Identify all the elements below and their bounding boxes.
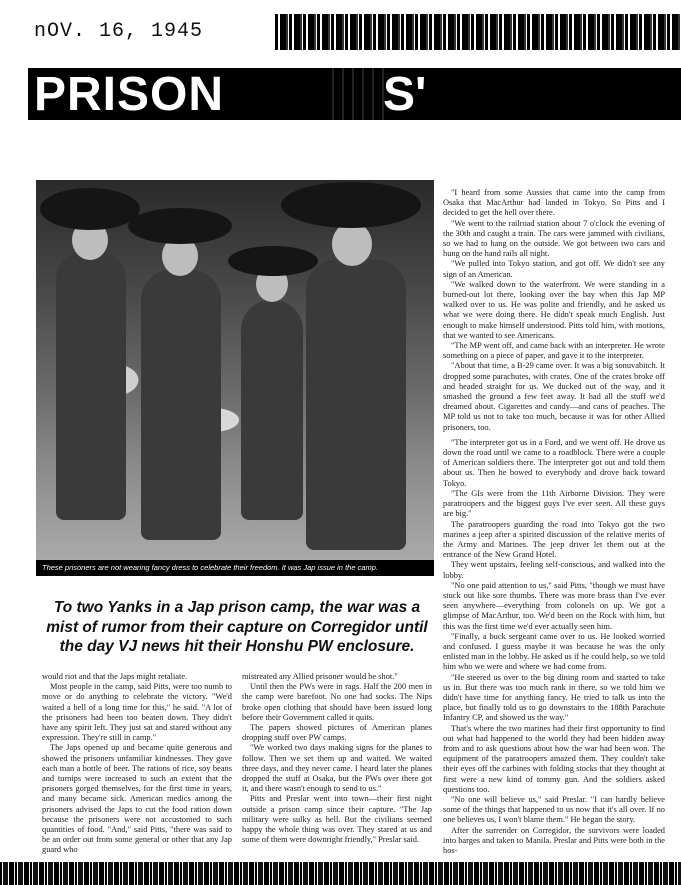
paragraph: would riot and that the Japs might retaliate.: [42, 672, 188, 681]
prisoners-photo: [36, 180, 434, 560]
face-4: [332, 222, 372, 266]
column-1: [42, 672, 232, 872]
article-deck: To two Yanks in a Jap prison camp, the war was a mist of rumor from their capture on Corregidor until the day VJ news hit their Honshu PW enclosure.: [46, 599, 428, 655]
paragraph: "We went to the railroad station about 7 o'clock the evening of the 30th and caught a train. The cars were jammed with civilians, so we had to hang on the outside. We got between two cars and hung on the hand rails all night.: [443, 218, 665, 259]
paragraph: "The GIs were from the 11th Airborne Division. They were paratroopers and the biggest guys I've ever seen. All these guys are big.": [443, 488, 665, 519]
paragraph: "Finally, a buck sergeant came over to us. He looked worried and confused. I guess maybe it was because he was the only enlisted man in the lobby. He asked us if he could help, so we told him who we were and where we had come from.: [443, 631, 665, 672]
paragraph: "The interpreter got us in a Ford, and we went off. He drove us down the road until we came to a roadblock. There were a couple of American soldiers there. The interpreter got out and told them about us. Then he bowed to everybody and drove back toward Tokyo.: [443, 437, 665, 488]
banner-title-fragment: S': [383, 68, 427, 121]
paragraph: "We pulled into Tokyo station, and got off. We didn't see any sign of an American.: [443, 259, 665, 279]
column-2: [242, 672, 432, 872]
hat-3: [228, 246, 318, 276]
figure-2: [141, 270, 221, 540]
paragraph: The paratroopers guarding the road into Tokyo got the two marines a jeep after a spirited discussion of the relative merits of the Army and Marines. The jeep driver let them out at the entrance of the New Grand Hotel.: [443, 519, 665, 560]
photo-caption: These prisoners are not wearing fancy dress to celebrate their freedom. It was Jap issue in the camp.: [36, 560, 434, 576]
paragraph: After the surrender on Corregidor, the survivors were loaded into barges and taken to Manila. Preslar and Pitts were both in the hos-: [443, 825, 665, 855]
paragraph: The papers showed pictures of American planes dropping stuff over PW camps.: [242, 723, 432, 743]
paragraph: "We worked two days making signs for the planes to follow. Then we set them up and waited. We waited three days, and they never came. I heard later the planes dropped the stuff at Osaka, but the PWs over there got it, and there wasn't enough to send to us.": [242, 743, 432, 794]
hat-2: [128, 208, 232, 244]
paragraph: "The MP went off, and came back with an interpreter. He wrote something on a piece of paper, and gave it to the interpreter.: [443, 341, 665, 361]
paragraph: "About that time, a B-29 came over. It was a big sonuvabitch. It dropped some parachutes, with crates. One of the crates broke off and headed straight for us. We ducked out of the way, and it smashed the ground a few feet away. It had all the stuff we'd dreamed about. Cigarettes and candy—and cans of peaches. The MP told us not to take too much, because it was for other Allied prisoners, too.: [443, 361, 665, 432]
paragraph: "I heard from some Aussies that came into the camp from Osaka that MacArthur had landed in Tokyo. So Pitts and I decided to get the hell over there.: [443, 188, 665, 218]
paragraph: That's where the two marines had their first opportunity to find out what had happened to the world they had been hidden away from and to ask questions about how the war had been won. The equipment of the paratroopers amazed them. They couldn't take their eyes off the carbines with folding stocks that they thought at first were a new kind of tommy gun. And the soldiers asked questions too.: [443, 723, 665, 794]
top-scan-bar: [275, 14, 681, 50]
paragraph: "He steered us over to the big dining room and started to take us in. But there was too much rank in there, so we told him we didn't have time for anything fancy. He tried to talk us into the place, but finally told us to go downstairs to the 188th Parachute Infantry CP, and showed us the way.": [443, 672, 665, 723]
hat-1: [40, 188, 140, 230]
paragraph: "No one will believe us," said Preslar. "I can hardly believe some of the things that happened to us now that it's all over. If no one believes us, I won't blame them." He began the story.: [443, 794, 665, 825]
paragraph: "We walked down to the waterfront. We were standing in a burned-out lot there, looking over the bay when this Jap MP walked over to us. He was polite and friendly, and he asked us what we were doing there. He didn't speak much English. Just enough to make himself understood. Pitts told him, with motions, that we wanted to see Americans.: [443, 279, 665, 340]
figure-3: [241, 300, 303, 520]
bottom-scan-bar: [0, 862, 681, 885]
paragraph: "No one paid attention to us," said Pitts, "though we must have stuck out like sore thumbs. There was more brass than I've ever seen anywhere—everything from colonels on up. We got a glimpse of MacArthur, too. We'd been on the Rock with him, but this was the first time we'd ever actually seen him.: [443, 580, 665, 631]
paragraph: The Japs opened up and became quite generous and showed the prisoners unfamiliar kindnesses. They gave each man a bottle of beer. The rations of rice, soy beans and turnips were increased to such an extent that the prisoners gorged themselves, for the first time in years, and many became sick. American medics among the prisoners advised the Japs to cut the food ration down because the prisoners were not accustomed to such quantities of food. "And," said Pitts, "there was said to be an order out from some general or other that any Jap guard who: [42, 743, 232, 855]
paragraph: mistreated any Allied prisoner would be shot.": [242, 672, 398, 681]
figure-1: [56, 250, 126, 520]
paragraph: They went upstairs, feeling self-conscious, and walked into the lobby.: [443, 560, 665, 580]
paragraph: Pitts and Preslar went into town—their first night outside a prison camp since their capture. "The Jap military were sulky as hell. But the civilians seemed happy the whole thing was over. They stared at us and some of them were downright friendly," Preslar said.: [242, 794, 432, 845]
title-banner: [28, 68, 681, 120]
paragraph: Most people in the camp, said Pitts, were too numb to move or do anything to celebrate the victory. "We'd waited a hell of a long time for this," he said. "A lot of the prisoners had been too beaten down. They didn't have any spirit left. They just sat and stared without any expression. They're still in camp.": [42, 682, 232, 743]
date-stamp: nOV. 16, 1945: [34, 20, 204, 43]
column-3: [443, 188, 665, 856]
banner-scan-noise: [328, 68, 388, 120]
banner-title: PRISON: [34, 68, 225, 121]
hat-4: [281, 182, 421, 228]
figure-4: [306, 260, 406, 550]
paragraph: Until then the PWs were in rags. Half the 200 men in the camp were barefoot. No one had socks. The Nips broke open clothing that should have been issued long before their Government called it quits.: [242, 682, 432, 722]
